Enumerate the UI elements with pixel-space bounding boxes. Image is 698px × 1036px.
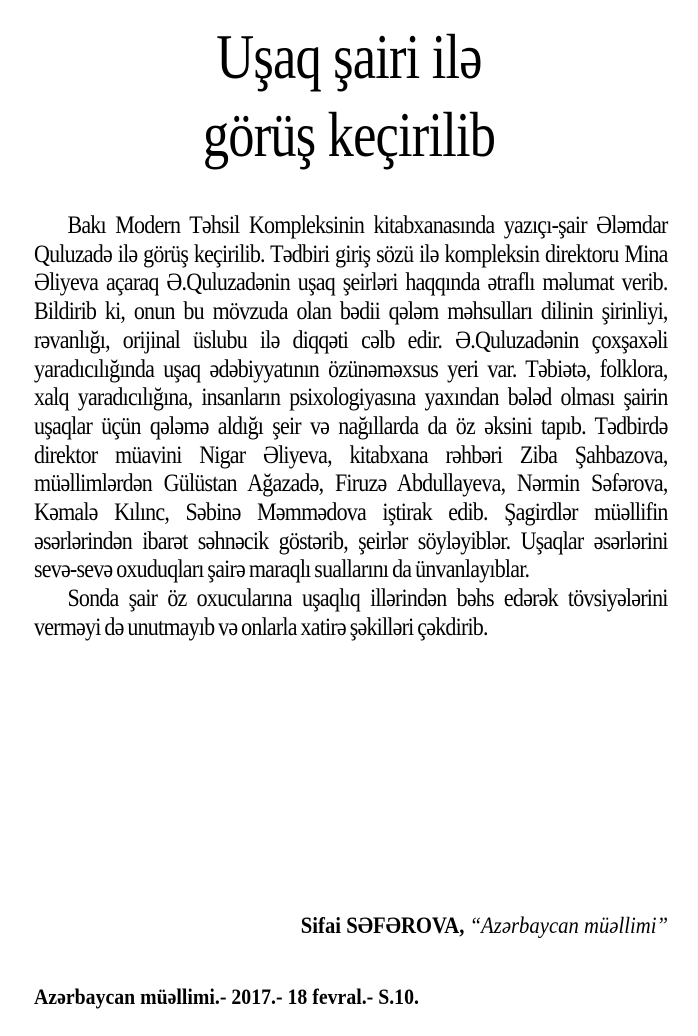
headline-line-1: Uşaq şairi ilə — [216, 21, 482, 92]
article-paragraph-1: Bakı Modern Təhsil Kompleksinin kitabxanasında yazıçı-şair Ələmdar Quluzadə ilə görüş keçirilib. Tədbiri giriş sözü ilə kompleksin direktoru Mina Əliyeva açaraq Ə.Quluzadənin uşaq şeirləri haqqında ətraflı məlumat verib. Bildirib ki, onun bu mövzuda olan bədii qələm məhsulları dilinin şirinliyi, rəvanlığı, orijinal üslubu ilə diqqəti cəlb edir. Ə.Quluzadənin çoxşaxəli yaradıcılığında uşaq ədəbiyyatının özünəməxsus yeri var. Təbiətə, folklora, xalq yaradıcılığına, insanların psixologiyasına yaxından bələd olması şairin uşaqlar üçün qələmə aldığı şeir və nağıllarda da öz əksini tapıb. Tədbirdə direktor müavini Nigar Əliyeva, kitabxana rəhbəri Ziba Şahbazova, müəllimlərdən Gülüstan Ağazadə, Firuzə Abdullayeva, Nərmin Səfərova, Kəmalə Kılınc, Səbinə Məmmədova iştirak edib. Şagirdlər müəllifin əsərlərindən ibarət səhnəcik göstərib, şeirlər söyləyiblər. Uşaqlar əsərlərini sevə-sevə oxuduqları şairə maraqlı suallarını da ünvanlayıblar. — [34, 212, 668, 584]
byline-source: “Azərbaycan müəllimi” — [469, 913, 668, 938]
byline-author: Sifai SƏFƏROVA, — [300, 913, 465, 938]
article-body — [34, 212, 668, 643]
headline-line-2: görüş keçirilib — [202, 99, 496, 170]
article-headline — [79, 18, 619, 174]
publication-citation: Azərbaycan müəllimi.- 2017.- 18 fevral.- S.10. — [34, 984, 419, 1009]
article-byline — [301, 911, 668, 941]
article-paragraph-2: Sonda şair öz oxucularına uşaqlıq illərindən bəhs edərək tövsiyələrini verməyi də unutmayıb və onlarla xatirə şəkilləri çəkdirib. — [34, 585, 668, 641]
